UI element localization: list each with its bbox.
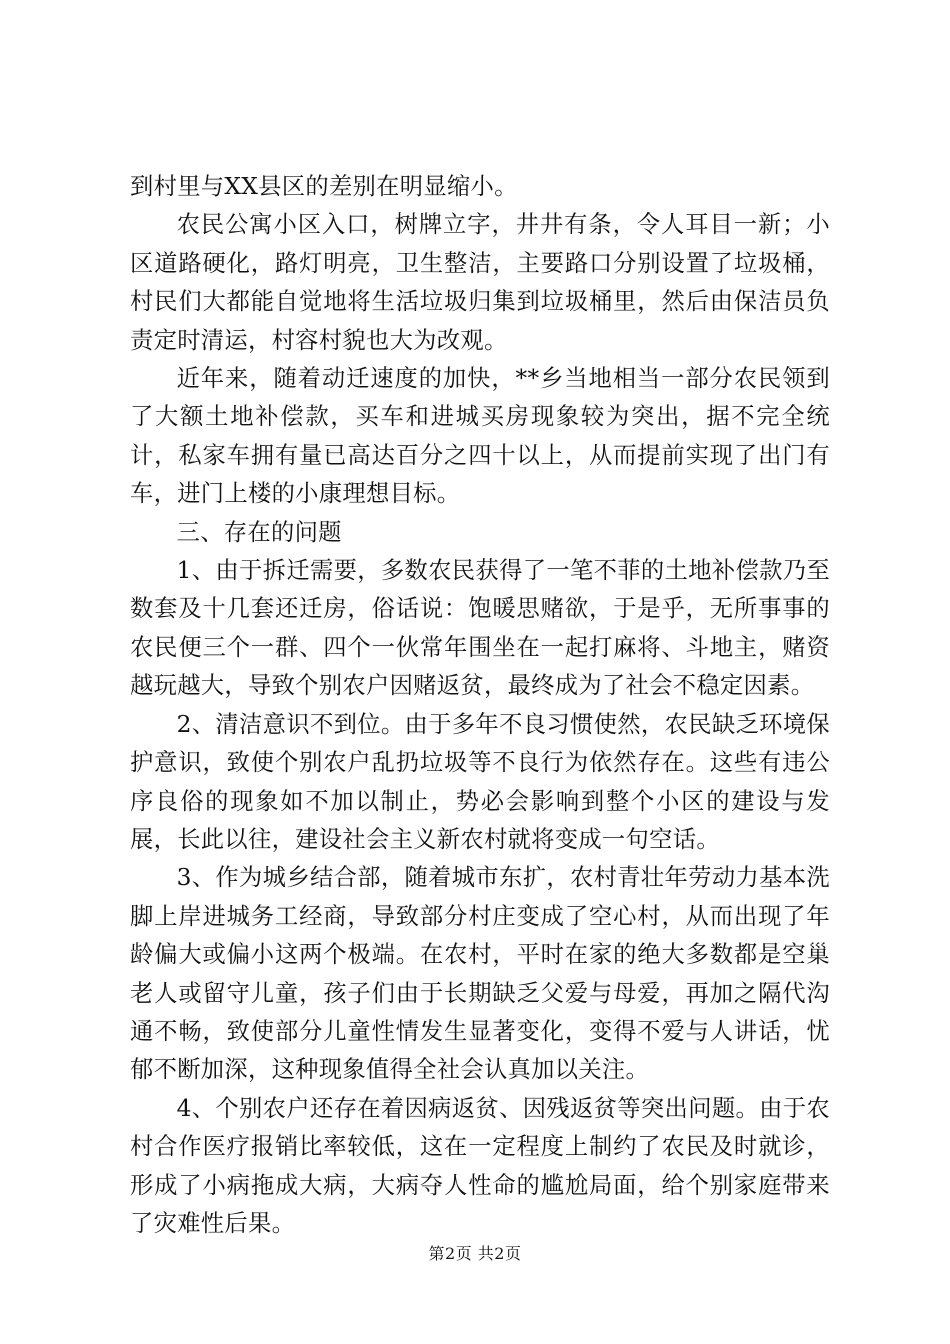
paragraph-community-entrance: 农民公寓小区入口，树牌立字，井井有条，令人耳目一新；小区道路硬化，路灯明亮，卫生整洁，主要路口分别设置了垃圾桶，村民们大都能自觉地将生活垃圾归集到垃圾桶里，然后由保洁员负责定时清运，村容村貌也大为改观。	[130, 211, 830, 354]
page-footer: 第2页 共2页	[428, 1244, 522, 1263]
paragraph-problem-4: 4、个别农户还存在着因病返贫、因残返贫等突出问题。由于农村合作医疗报销比率较低，这在一定程度上制约了农民及时就诊，形成了小病拖成大病，大病夺人性命的尴尬局面，给个别家庭带来了灾难性后果。	[130, 1094, 830, 1237]
paragraph-problem-3: 3、作为城乡结合部，随着城市东扩，农村青壮年劳动力基本洗脚上岸进城务工经商，导致部分村庄变成了空心村，从而出现了年龄偏大或偏小这两个极端。在农村，平时在家的绝大多数都是空巢老人或留守儿童，孩子们由于长期缺乏父爱与母爱，再加之隔代沟通不畅，致使部分儿童性情发生显著变化，变得不爱与人讲话，忧郁不断加深，这种现象值得全社会认真加以关注。	[130, 864, 830, 1084]
section-heading-problems: 三、存在的问题	[176, 518, 342, 546]
paragraph-continuation: 到村里与XX县区的差别在明显缩小。	[130, 173, 518, 200]
body-text	[130, 168, 830, 1243]
paragraph-problem-1: 1、由于拆迁需要，多数农民获得了一笔不菲的土地补偿款乃至数套及十几套还迁房，俗话说：饱暖思赌欲，于是乎，无所事事的农民便三个一群、四个一伙常年围坐在一起打麻将、斗地主，赌资越玩越大，导致个别农户因赌返贫，最终成为了社会不稳定因素。	[130, 557, 830, 700]
paragraph-problem-2: 2、清洁意识不到位。由于多年不良习惯使然，农民缺乏环境保护意识，致使个别农户乱扔垃圾等不良行为依然存在。这些有违公序良俗的现象如不加以制止，势必会影响到整个小区的建设与发展，长此以往，建设社会主义新农村就将变成一句空话。	[130, 710, 830, 853]
paragraph-recent-years: 近年来，随着动迁速度的加快，**乡当地相当一部分农民领到了大额土地补偿款，买车和进城买房现象较为突出，据不完全统计，私家车拥有量已高达百分之四十以上，从而提前实现了出门有车，进门上楼的小康理想目标。	[130, 365, 830, 508]
